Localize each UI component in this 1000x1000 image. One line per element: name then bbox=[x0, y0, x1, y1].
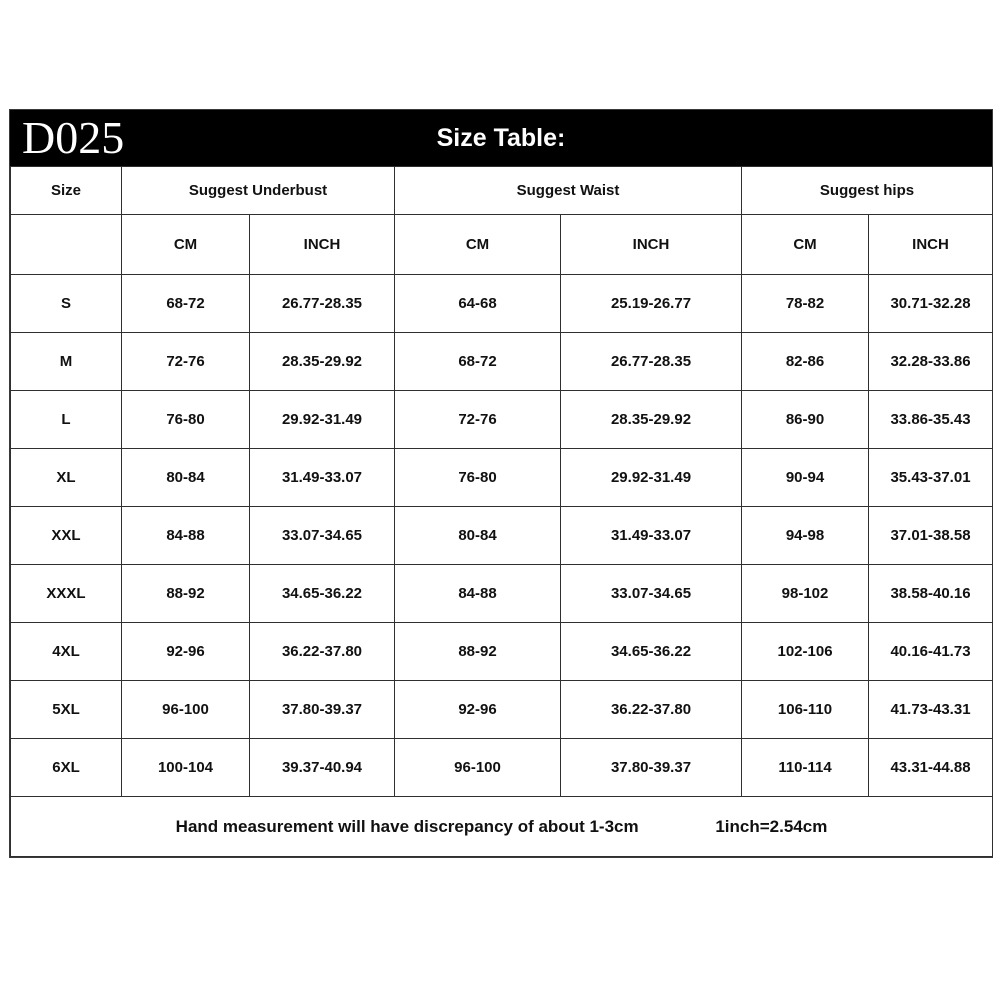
waist-cm-cell: 84-88 bbox=[395, 565, 561, 623]
size-label-cell: 6XL bbox=[11, 739, 122, 797]
table-row bbox=[11, 449, 993, 507]
table-row bbox=[11, 391, 993, 449]
underbust-cm-cell: 72-76 bbox=[122, 333, 250, 391]
inch-conversion-note: 1inch=2.54cm bbox=[715, 816, 828, 836]
table-row bbox=[11, 275, 993, 333]
waist-cm-cell: 76-80 bbox=[395, 449, 561, 507]
size-label-cell: 5XL bbox=[11, 681, 122, 739]
underbust-cm-cell: 68-72 bbox=[122, 275, 250, 333]
underbust-cm-cell: 88-92 bbox=[122, 565, 250, 623]
underbust-cm-cell: 92-96 bbox=[122, 623, 250, 681]
waist-cm-cell: 64-68 bbox=[395, 275, 561, 333]
size-chart bbox=[9, 109, 993, 858]
underbust-cm-cell: 80-84 bbox=[122, 449, 250, 507]
underbust-inch-cell: 26.77-28.35 bbox=[250, 275, 395, 333]
table-row bbox=[11, 507, 993, 565]
size-table-title: Size Table: bbox=[436, 124, 566, 152]
size-label-cell: 4XL bbox=[11, 623, 122, 681]
underbust-cm-cell: 96-100 bbox=[122, 681, 250, 739]
waist-cm-header: CM bbox=[395, 215, 561, 275]
size-table-body bbox=[11, 167, 993, 797]
size-column-header: Size bbox=[11, 167, 122, 215]
hips-inch-cell: 37.01-38.58 bbox=[869, 507, 993, 565]
hips-cm-cell: 110-114 bbox=[742, 739, 869, 797]
table-row bbox=[11, 739, 993, 797]
waist-inch-cell: 37.80-39.37 bbox=[561, 739, 742, 797]
hips-cm-cell: 82-86 bbox=[742, 333, 869, 391]
title-bar bbox=[10, 110, 992, 166]
waist-inch-cell: 31.49-33.07 bbox=[561, 507, 742, 565]
waist-cm-cell: 68-72 bbox=[395, 333, 561, 391]
waist-inch-cell: 36.22-37.80 bbox=[561, 681, 742, 739]
size-table bbox=[10, 166, 993, 857]
footer-cell bbox=[11, 797, 993, 857]
hips-cm-cell: 86-90 bbox=[742, 391, 869, 449]
hips-inch-cell: 38.58-40.16 bbox=[869, 565, 993, 623]
hips-group-header: Suggest hips bbox=[742, 167, 993, 215]
measurement-note: Hand measurement will have discrepancy of about 1-3cm bbox=[175, 816, 639, 836]
waist-inch-header: INCH bbox=[561, 215, 742, 275]
waist-inch-cell: 25.19-26.77 bbox=[561, 275, 742, 333]
underbust-cm-header: CM bbox=[122, 215, 250, 275]
footer-row bbox=[11, 797, 993, 857]
table-row bbox=[11, 565, 993, 623]
hips-cm-header: CM bbox=[742, 215, 869, 275]
underbust-cm-cell: 76-80 bbox=[122, 391, 250, 449]
hips-inch-cell: 32.28-33.86 bbox=[869, 333, 993, 391]
table-row bbox=[11, 681, 993, 739]
hips-inch-cell: 40.16-41.73 bbox=[869, 623, 993, 681]
hips-cm-cell: 90-94 bbox=[742, 449, 869, 507]
product-code: D025 bbox=[22, 112, 125, 163]
waist-group-header: Suggest Waist bbox=[395, 167, 742, 215]
waist-inch-cell: 26.77-28.35 bbox=[561, 333, 742, 391]
waist-cm-cell: 80-84 bbox=[395, 507, 561, 565]
table-row bbox=[11, 333, 993, 391]
size-label-cell: XL bbox=[11, 449, 122, 507]
underbust-inch-cell: 31.49-33.07 bbox=[250, 449, 395, 507]
underbust-inch-cell: 36.22-37.80 bbox=[250, 623, 395, 681]
size-label-cell: S bbox=[11, 275, 122, 333]
hips-inch-cell: 33.86-35.43 bbox=[869, 391, 993, 449]
hips-inch-header: INCH bbox=[869, 215, 993, 275]
size-label-cell: L bbox=[11, 391, 122, 449]
size-label-cell: M bbox=[11, 333, 122, 391]
group-header-row bbox=[11, 167, 993, 215]
size-label-cell: XXL bbox=[11, 507, 122, 565]
underbust-inch-cell: 28.35-29.92 bbox=[250, 333, 395, 391]
waist-inch-cell: 34.65-36.22 bbox=[561, 623, 742, 681]
hips-cm-cell: 78-82 bbox=[742, 275, 869, 333]
hips-cm-cell: 98-102 bbox=[742, 565, 869, 623]
hips-cm-cell: 106-110 bbox=[742, 681, 869, 739]
unit-header-empty bbox=[11, 215, 122, 275]
underbust-inch-header: INCH bbox=[250, 215, 395, 275]
table-row bbox=[11, 623, 993, 681]
waist-cm-cell: 96-100 bbox=[395, 739, 561, 797]
waist-inch-cell: 29.92-31.49 bbox=[561, 449, 742, 507]
hips-cm-cell: 102-106 bbox=[742, 623, 869, 681]
hips-inch-cell: 43.31-44.88 bbox=[869, 739, 993, 797]
waist-cm-cell: 72-76 bbox=[395, 391, 561, 449]
size-label-cell: XXXL bbox=[11, 565, 122, 623]
underbust-cm-cell: 84-88 bbox=[122, 507, 250, 565]
hips-inch-cell: 41.73-43.31 bbox=[869, 681, 993, 739]
unit-header-row bbox=[11, 215, 993, 275]
underbust-cm-cell: 100-104 bbox=[122, 739, 250, 797]
underbust-group-header: Suggest Underbust bbox=[122, 167, 395, 215]
underbust-inch-cell: 39.37-40.94 bbox=[250, 739, 395, 797]
waist-inch-cell: 28.35-29.92 bbox=[561, 391, 742, 449]
waist-cm-cell: 92-96 bbox=[395, 681, 561, 739]
hips-inch-cell: 35.43-37.01 bbox=[869, 449, 993, 507]
underbust-inch-cell: 34.65-36.22 bbox=[250, 565, 395, 623]
hips-cm-cell: 94-98 bbox=[742, 507, 869, 565]
hips-inch-cell: 30.71-32.28 bbox=[869, 275, 993, 333]
underbust-inch-cell: 33.07-34.65 bbox=[250, 507, 395, 565]
waist-inch-cell: 33.07-34.65 bbox=[561, 565, 742, 623]
underbust-inch-cell: 29.92-31.49 bbox=[250, 391, 395, 449]
waist-cm-cell: 88-92 bbox=[395, 623, 561, 681]
underbust-inch-cell: 37.80-39.37 bbox=[250, 681, 395, 739]
